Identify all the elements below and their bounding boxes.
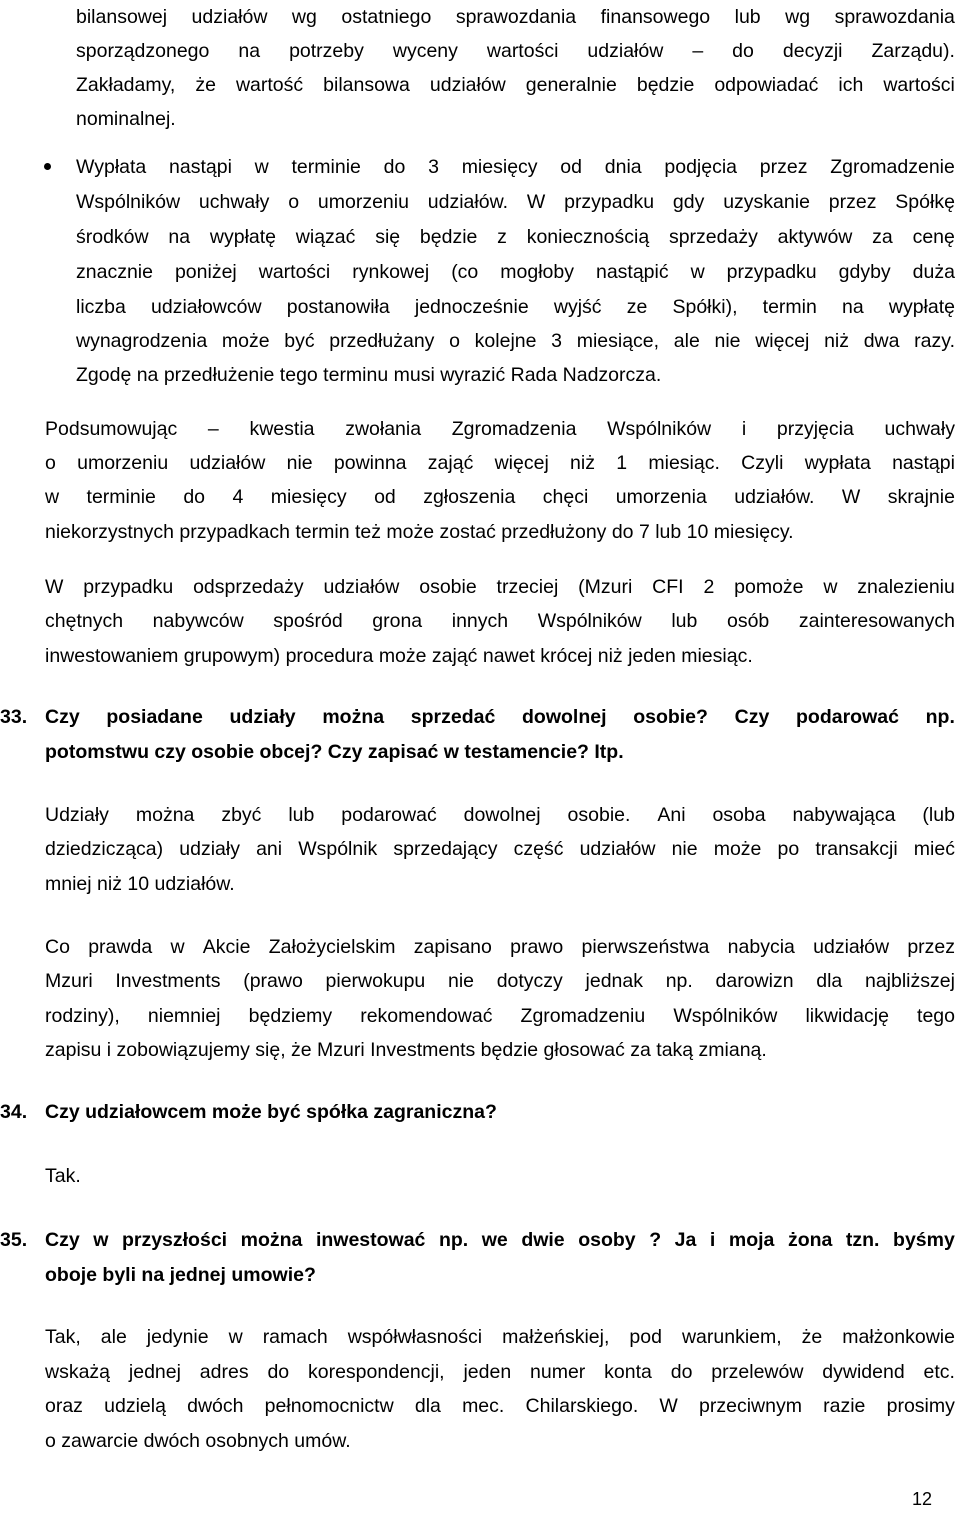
text-line: wskażą jednej adres do korespondencji, jeden numer konta do przelewów dywidend etc. — [45, 1361, 955, 1383]
text-line: inwestowaniem grupowym) procedura może zająć nawet krócej niż jeden miesiąc. — [45, 645, 753, 667]
text-line: Zakładamy, że wartość bilansowa udziałów generalnie będzie odpowiadać ich wartości — [76, 74, 955, 96]
text-line: zapisu i zobowiązujemy się, że Mzuri Investments będzie głosować za taką zmianą. — [45, 1039, 767, 1061]
text-line: bilansowej udziałów wg ostatniego sprawozdania finansowego lub wg sprawozdania — [76, 6, 955, 28]
text-line: o zawarcie dwóch osobnych umów. — [45, 1430, 351, 1452]
text-line: w terminie do 4 miesięcy od zgłoszenia chęci umorzenia udziałów. W skrajnie — [45, 486, 955, 508]
text-line: Czy udziałowcem może być spółka zagraniczna? — [45, 1101, 497, 1123]
text-line: Czy w przyszłości można inwestować np. we dwie osoby ? Ja i moja żona tzn. byśmy — [45, 1229, 955, 1251]
question-number: 34. — [0, 1101, 28, 1123]
question-number: 33. — [0, 706, 28, 728]
text-line: niekorzystnych przypadkach termin też może zostać przedłużony do 7 lub 10 miesięcy. — [45, 521, 794, 543]
text-line: W przypadku odsprzedaży udziałów osobie trzeciej (Mzuri CFI 2 pomoże w znalezieniu — [45, 576, 955, 598]
text-line: środków na wypłatę wiązać się będzie z koniecznością sprzedaży aktywów za cenę — [76, 226, 955, 248]
text-line: chętnych nabywców spośród grona innych Wspólników lub osób zainteresowanych — [45, 610, 955, 632]
text-line: Tak. — [45, 1165, 81, 1187]
text-line: Co prawda w Akcie Założycielskim zapisano prawo pierwszeństwa nabycia udziałów przez — [45, 936, 955, 958]
text-line: Tak, ale jedynie w ramach współwłasności małżeńskiej, pod warunkiem, że małżonkowie — [45, 1326, 955, 1348]
text-line: oraz udzielą dwóch pełnomocnictw dla mec. Chilarskiego. W przeciwnym razie prosimy — [45, 1395, 955, 1417]
text-line: Podsumowując – kwestia zwołania Zgromadzenia Wspólników i przyjęcia uchwały — [45, 418, 955, 440]
text-line: Wypłata nastąpi w terminie do 3 miesięcy od dnia podjęcia przez Zgromadzenie — [76, 156, 955, 178]
text-line: potomstwu czy osobie obcej? Czy zapisać w testamencie? Itp. — [45, 741, 624, 763]
question-number: 35. — [0, 1229, 28, 1251]
text-line: wynagrodzenia może być przedłużany o kolejne 3 miesiące, ale nie więcej niż dwa razy. — [76, 330, 955, 352]
text-line: Udziały można zbyć lub podarować dowolnej osobie. Ani osoba nabywająca (lub — [45, 804, 955, 826]
text-line: Mzuri Investments (prawo pierwokupu nie dotyczy jednak np. darowizn dla najbliższej — [45, 970, 955, 992]
text-line: Czy posiadane udziały można sprzedać dowolnej osobie? Czy podarować np. — [45, 706, 955, 728]
text-line: rodziny), niemniej będziemy rekomendować Zgromadzeniu Wspólników likwidację tego — [45, 1005, 955, 1027]
text-line: znacznie poniżej wartości rynkowej (co mogłoby nastąpić w przypadku gdyby duża — [76, 261, 955, 283]
text-line: o umorzeniu udziałów nie powinna zająć więcej niż 1 miesiąc. Czyli wypłata nastąpi — [45, 452, 955, 474]
text-line: dziedzicząca) udziały ani Wspólnik sprzedający część udziałów nie może po transakcji mieć — [45, 838, 955, 860]
text-line: liczba udziałowców postanowiła jednocześnie wyjść ze Spółki), termin na wypłatę — [76, 296, 955, 318]
bullet-icon — [44, 163, 51, 170]
text-line: nominalnej. — [76, 108, 176, 130]
text-line: mniej niż 10 udziałów. — [45, 873, 235, 895]
page-number: 12 — [911, 1489, 932, 1509]
text-line: Wspólników uchwały o umorzeniu udziałów. W przypadku gdy uzyskanie przez Spółkę — [76, 191, 955, 213]
text-line: oboje byli na jednej umowie? — [45, 1264, 316, 1286]
text-line: Zgodę na przedłużenie tego terminu musi wyrazić Rada Nadzorcza. — [76, 364, 662, 386]
text-line: sporządzonego na potrzeby wyceny wartości udziałów – do decyzji Zarządu). — [76, 40, 955, 62]
